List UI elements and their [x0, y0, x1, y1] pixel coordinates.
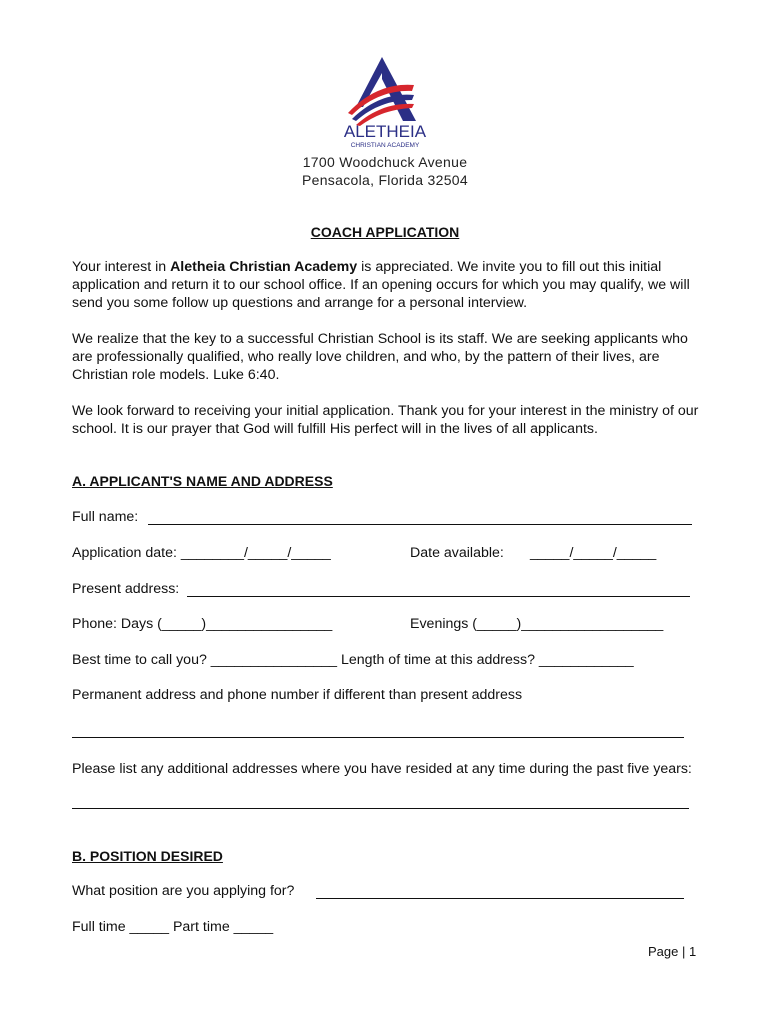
position-field[interactable] [316, 898, 684, 899]
full-name-label: Full name: [72, 509, 139, 525]
date-available-label: Date available: [410, 545, 504, 561]
date-available-field[interactable]: _____/_____/_____ [530, 545, 657, 561]
full-name-field[interactable] [148, 524, 692, 525]
intro-paragraph-2: We realize that the key to a successful Christian School is its staff. We are seeking applicants who are professionally qualified, who really love children, and who, by the pattern of their lives, are Christian role models. Luke 6:40. [72, 331, 688, 383]
additional-addresses-label: Please list any additional addresses where you have resided at any time during the past five years: [72, 761, 692, 777]
logo-name: ALETHEIA [343, 122, 427, 141]
position-label: What position are you applying for? [72, 883, 295, 899]
permanent-address-label: Permanent address and phone number if different than present address [72, 687, 523, 703]
section-b-heading: B. POSITION DESIRED [72, 848, 223, 864]
logo-subtitle: CHRISTIAN ACADEMY [350, 142, 420, 149]
address-line-1: 1700 Woodchuck Avenue [302, 154, 468, 170]
section-a-heading: A. APPLICANT'S NAME AND ADDRESS [72, 473, 333, 489]
application-date-field[interactable]: Application date: ________/_____/_____ [72, 545, 331, 561]
intro-paragraph-1: Your interest in Aletheia Christian Academy is appreciated. We invite you to fill out this initial application and return it to our school office. If an opening occurs for which you may qualify, we will send you some follow up questions and arrange for a personal interview. [72, 259, 690, 311]
fulltime-parttime-field[interactable]: Full time _____ Part time _____ [72, 919, 274, 935]
phone-evenings-field[interactable]: Evenings (_____)__________________ [410, 616, 664, 632]
best-time-length-field[interactable]: Best time to call you? ________________ Length of time at this address? ____________ [72, 652, 634, 668]
aletheia-logo-icon [330, 55, 440, 151]
address-line-2: Pensacola, Florida 32504 [302, 172, 468, 188]
page-title: COACH APPLICATION [310, 224, 460, 240]
intro-paragraph-3: We look forward to receiving your initial application. Thank you for your interest in the ministry of our school. It is our prayer that God will fulfill His perfect will in the lives of all applicants. [72, 403, 699, 437]
additional-addresses-field[interactable] [72, 808, 689, 809]
school-logo [330, 55, 440, 151]
page-number: Page | 1 [648, 944, 697, 959]
phone-days-field[interactable]: Phone: Days (_____)________________ [72, 616, 333, 632]
permanent-address-field[interactable] [72, 737, 684, 738]
present-address-label: Present address: [72, 581, 180, 597]
present-address-field[interactable] [187, 596, 690, 597]
